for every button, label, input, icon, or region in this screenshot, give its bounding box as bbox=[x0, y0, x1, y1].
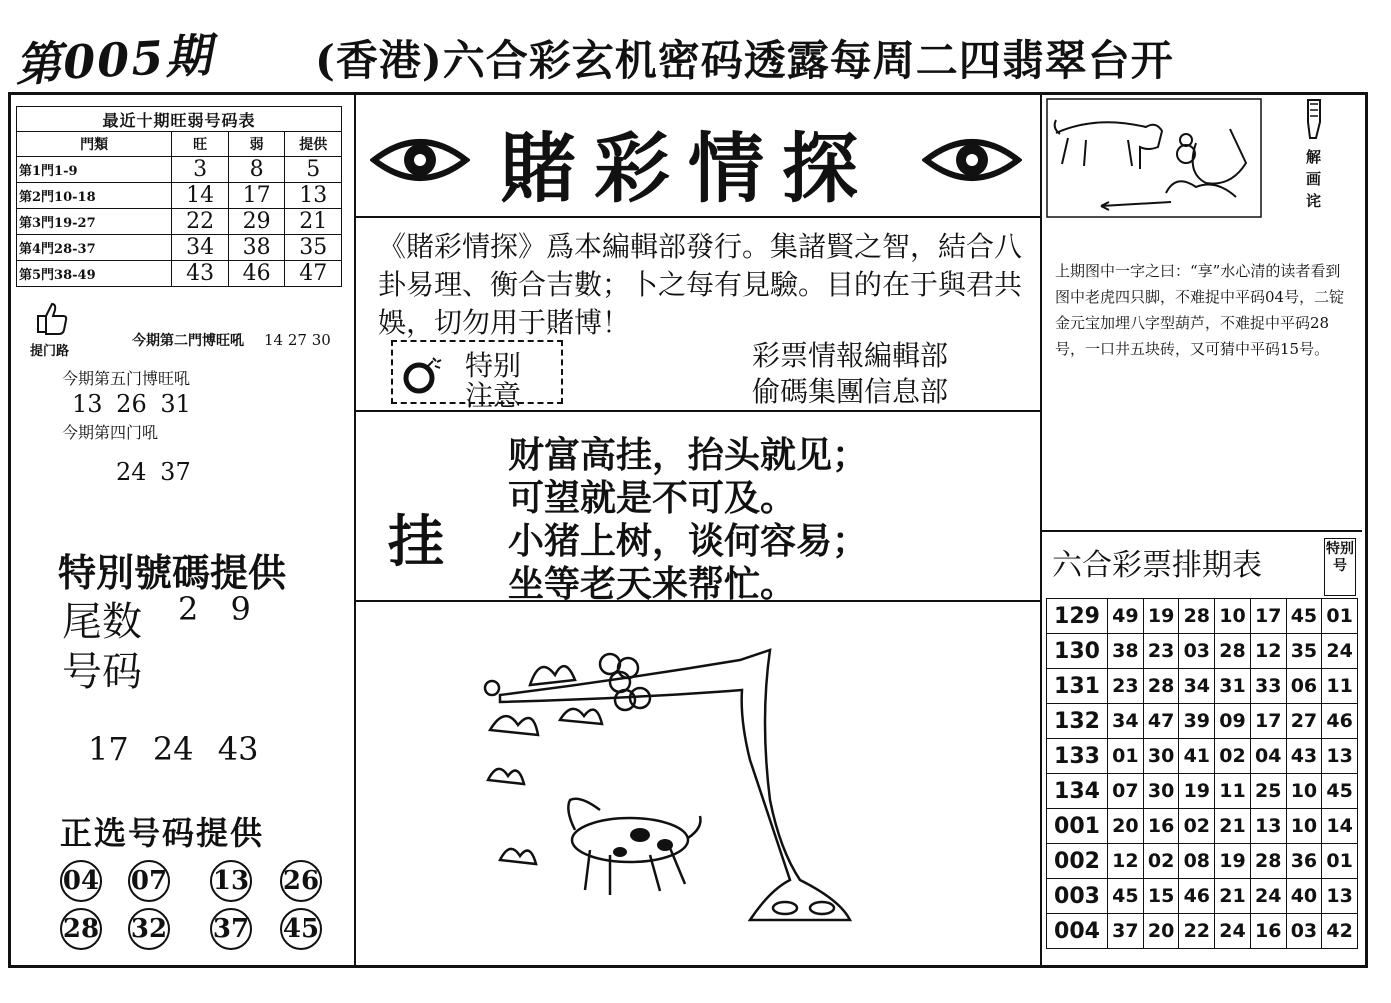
drawn-number: 20 bbox=[1143, 914, 1179, 949]
column-header: 弱 bbox=[228, 132, 285, 157]
notice-line2: 注意 bbox=[465, 379, 522, 412]
drawn-number: 09 bbox=[1215, 704, 1251, 739]
row-label: 第5門38-49 bbox=[17, 261, 172, 287]
drawn-number: 47 bbox=[1143, 704, 1179, 739]
drawn-number: 20 bbox=[1108, 809, 1144, 844]
picture-caption-label: 解画诧 bbox=[1306, 148, 1322, 210]
drawn-number: 49 bbox=[1108, 599, 1144, 634]
tail-label: 尾数 bbox=[62, 599, 142, 645]
thumbs-up-icon bbox=[34, 298, 68, 336]
drawn-number: 02 bbox=[1215, 739, 1251, 774]
editorial-signature-1: 彩票情報編輯部 bbox=[752, 339, 949, 372]
cell: 22 bbox=[172, 209, 229, 235]
drawn-number: 10 bbox=[1286, 809, 1322, 844]
hot-cold-caption: 最近十期旺弱号码表 bbox=[17, 107, 342, 132]
drawn-number: 17 bbox=[1250, 704, 1286, 739]
cell: 14 bbox=[172, 183, 229, 209]
drawn-number: 43 bbox=[1286, 739, 1322, 774]
door4-numbers: 24 37 bbox=[116, 458, 191, 486]
drawn-number: 17 bbox=[1250, 599, 1286, 634]
schedule-row bbox=[1047, 739, 1358, 774]
schedule-row bbox=[1047, 634, 1358, 669]
row-label: 第4門28-37 bbox=[17, 235, 172, 261]
drawn-number: 03 bbox=[1179, 634, 1215, 669]
cell: 3 bbox=[172, 157, 229, 183]
notice-box bbox=[391, 340, 563, 412]
period-number: 001 bbox=[1047, 809, 1108, 844]
drawn-number: 24 bbox=[1215, 914, 1251, 949]
pick-number: 26 bbox=[280, 860, 322, 902]
drawn-number: 10 bbox=[1286, 774, 1322, 809]
drawn-number: 28 bbox=[1215, 634, 1251, 669]
period-number: 002 bbox=[1047, 844, 1108, 879]
drawn-number: 12 bbox=[1250, 634, 1286, 669]
drawn-number: 15 bbox=[1143, 879, 1179, 914]
drawn-number: 21 bbox=[1215, 879, 1251, 914]
picks-heading: 正选号码提供 bbox=[60, 814, 265, 852]
intro-text: 《賭彩情探》爲本編輯部發行。集諸賢之智，結合八卦易理、衡合吉數；卜之每有見驗。目的在于與君共娛，切勿用于賭博！ bbox=[378, 230, 1023, 339]
drawn-number: 45 bbox=[1108, 879, 1144, 914]
drawn-number: 21 bbox=[1215, 809, 1251, 844]
row-label: 第3門19-27 bbox=[17, 209, 172, 235]
drawn-number: 13 bbox=[1250, 809, 1286, 844]
drawn-number: 08 bbox=[1179, 844, 1215, 879]
special-number: 45 bbox=[1322, 774, 1358, 809]
issue-number: 第005期 bbox=[13, 27, 215, 93]
drawn-number: 35 bbox=[1286, 634, 1322, 669]
pick-number: 13 bbox=[210, 860, 252, 902]
divider-note bbox=[1042, 530, 1362, 532]
drawn-number: 04 bbox=[1250, 739, 1286, 774]
tilu-label: 提门路 bbox=[30, 344, 70, 359]
drawn-number: 40 bbox=[1286, 879, 1322, 914]
schedule-row bbox=[1047, 879, 1358, 914]
drawn-number: 45 bbox=[1286, 599, 1322, 634]
schedule-title: 六合彩票排期表 bbox=[1052, 548, 1262, 583]
cell: 47 bbox=[285, 261, 342, 287]
door5-numbers: 13 26 31 bbox=[72, 390, 191, 418]
drawn-number: 03 bbox=[1286, 914, 1322, 949]
column-header: 提供 bbox=[285, 132, 342, 157]
special-number: 11 bbox=[1322, 669, 1358, 704]
page-title: (香港)六合彩玄机密码透露每周二四翡翠台开 bbox=[315, 36, 1174, 85]
door2-numbers: 14 27 30 bbox=[264, 331, 331, 349]
drawn-number: 30 bbox=[1143, 739, 1179, 774]
drawn-number: 10 bbox=[1215, 599, 1251, 634]
drawn-number: 02 bbox=[1143, 844, 1179, 879]
period-number: 130 bbox=[1047, 634, 1108, 669]
door4-label: 今期第四门吼 bbox=[62, 423, 159, 442]
divider-left bbox=[354, 94, 356, 966]
schedule-row bbox=[1047, 809, 1358, 844]
special-number: 42 bbox=[1322, 914, 1358, 949]
column-header: 旺 bbox=[172, 132, 229, 157]
special-number: 24 bbox=[1322, 634, 1358, 669]
schedule-row bbox=[1047, 914, 1358, 949]
poem-line: 财富高挂，抬头就见； bbox=[508, 434, 869, 476]
drawn-number: 06 bbox=[1286, 669, 1322, 704]
schedule-row bbox=[1047, 774, 1358, 809]
period-number: 134 bbox=[1047, 774, 1108, 809]
drawn-number: 23 bbox=[1108, 669, 1144, 704]
drawn-number: 34 bbox=[1179, 669, 1215, 704]
schedule-row bbox=[1047, 599, 1358, 634]
pick-number: 07 bbox=[128, 860, 170, 902]
drawn-number: 02 bbox=[1179, 809, 1215, 844]
last-issue-note: 上期图中一字之曰：“享”水心清的读者看到图中老虎四只脚，不难捉中平码04号，二锭金元宝加埋八字型葫芦，不难捉中平码28号，一口井五块砖，又可猜中平码15号。 bbox=[1055, 262, 1345, 358]
table-row bbox=[17, 235, 342, 261]
cell: 35 bbox=[285, 235, 342, 261]
cell: 13 bbox=[285, 183, 342, 209]
masthead bbox=[360, 108, 1036, 213]
bomb-icon bbox=[399, 354, 447, 394]
drawn-number: 25 bbox=[1250, 774, 1286, 809]
pick-number: 45 bbox=[280, 908, 322, 950]
pick-number: 37 bbox=[210, 908, 252, 950]
special-number: 01 bbox=[1322, 599, 1358, 634]
drawn-number: 41 bbox=[1179, 739, 1215, 774]
drawn-number: 36 bbox=[1286, 844, 1322, 879]
special-number: 46 bbox=[1322, 704, 1358, 739]
table-row bbox=[17, 209, 342, 235]
tail-numbers: 2 9 bbox=[178, 590, 251, 628]
poem-line: 可望就是不可及。 bbox=[508, 477, 797, 519]
special-heading: 特別號碼提供 bbox=[58, 551, 287, 595]
drawn-number: 37 bbox=[1108, 914, 1144, 949]
eye-icon bbox=[370, 130, 470, 190]
cell: 29 bbox=[228, 209, 285, 235]
schedule-row bbox=[1047, 704, 1358, 739]
cell: 5 bbox=[285, 157, 342, 183]
period-number: 131 bbox=[1047, 669, 1108, 704]
special-number: 14 bbox=[1322, 809, 1358, 844]
drawn-number: 28 bbox=[1179, 599, 1215, 634]
period-number: 004 bbox=[1047, 914, 1108, 949]
code-label: 号码 bbox=[62, 649, 142, 695]
drawn-number: 31 bbox=[1215, 669, 1251, 704]
special-number: 13 bbox=[1322, 739, 1358, 774]
hot-cold-table bbox=[16, 106, 342, 287]
drawn-number: 16 bbox=[1250, 914, 1286, 949]
drawn-number: 19 bbox=[1215, 844, 1251, 879]
door5-label: 今期第五门博旺吼 bbox=[62, 369, 191, 388]
poem-line: 坐等老天来帮忙。 bbox=[508, 563, 797, 605]
drawn-number: 34 bbox=[1108, 704, 1144, 739]
draw-schedule-table bbox=[1046, 598, 1358, 949]
tiger-gourd-picture bbox=[1046, 98, 1262, 218]
cell: 17 bbox=[228, 183, 285, 209]
special-number: 01 bbox=[1322, 844, 1358, 879]
drawn-number: 38 bbox=[1108, 634, 1144, 669]
table-row bbox=[17, 157, 342, 183]
drawn-number: 46 bbox=[1179, 879, 1215, 914]
drawn-number: 12 bbox=[1108, 844, 1144, 879]
cell: 46 bbox=[228, 261, 285, 287]
drawn-number: 07 bbox=[1108, 774, 1144, 809]
pick-number: 32 bbox=[128, 908, 170, 950]
period-number: 129 bbox=[1047, 599, 1108, 634]
special-number: 13 bbox=[1322, 879, 1358, 914]
pointing-hand-icon bbox=[1300, 98, 1330, 142]
header bbox=[13, 18, 1375, 93]
drawn-number: 39 bbox=[1179, 704, 1215, 739]
code-numbers: 17 24 43 bbox=[88, 730, 259, 768]
divider-intro bbox=[356, 410, 1040, 412]
pick-number: 04 bbox=[60, 860, 102, 902]
period-number: 132 bbox=[1047, 704, 1108, 739]
table-row bbox=[17, 183, 342, 209]
drawn-number: 33 bbox=[1250, 669, 1286, 704]
row-label: 第2門10-18 bbox=[17, 183, 172, 209]
schedule-row bbox=[1047, 669, 1358, 704]
notice-line1: 特别 bbox=[465, 349, 522, 382]
period-number: 133 bbox=[1047, 739, 1108, 774]
drawn-number: 27 bbox=[1286, 704, 1322, 739]
special-number-label: 特别号 bbox=[1324, 538, 1356, 596]
drawn-number: 28 bbox=[1250, 844, 1286, 879]
tree-pig-illustration bbox=[470, 640, 890, 930]
drawn-number: 19 bbox=[1143, 599, 1179, 634]
schedule-row bbox=[1047, 844, 1358, 879]
drawn-number: 28 bbox=[1143, 669, 1179, 704]
riddle-key: 挂 bbox=[388, 509, 444, 575]
drawn-number: 11 bbox=[1215, 774, 1251, 809]
row-label: 第1門1-9 bbox=[17, 157, 172, 183]
column-header: 門類 bbox=[17, 132, 172, 157]
cell: 43 bbox=[172, 261, 229, 287]
editorial-signature-2: 偷碼集團信息部 bbox=[752, 375, 949, 408]
period-number: 003 bbox=[1047, 879, 1108, 914]
cell: 34 bbox=[172, 235, 229, 261]
eye-icon bbox=[922, 130, 1022, 190]
cell: 21 bbox=[285, 209, 342, 235]
riddle-poem bbox=[508, 434, 868, 606]
poem-line: 小猪上树，谈何容易； bbox=[508, 520, 869, 562]
pick-number: 28 bbox=[60, 908, 102, 950]
drawn-number: 01 bbox=[1108, 739, 1144, 774]
table-row bbox=[17, 261, 342, 287]
door2-label: 今期第二門博旺吼 bbox=[132, 333, 244, 349]
drawn-number: 24 bbox=[1250, 879, 1286, 914]
drawn-number: 19 bbox=[1179, 774, 1215, 809]
drawn-number: 23 bbox=[1143, 634, 1179, 669]
cell: 38 bbox=[228, 235, 285, 261]
cell: 8 bbox=[228, 157, 285, 183]
drawn-number: 16 bbox=[1143, 809, 1179, 844]
drawn-number: 30 bbox=[1143, 774, 1179, 809]
drawn-number: 22 bbox=[1179, 914, 1215, 949]
masthead-title: 賭彩情探 bbox=[500, 124, 876, 213]
